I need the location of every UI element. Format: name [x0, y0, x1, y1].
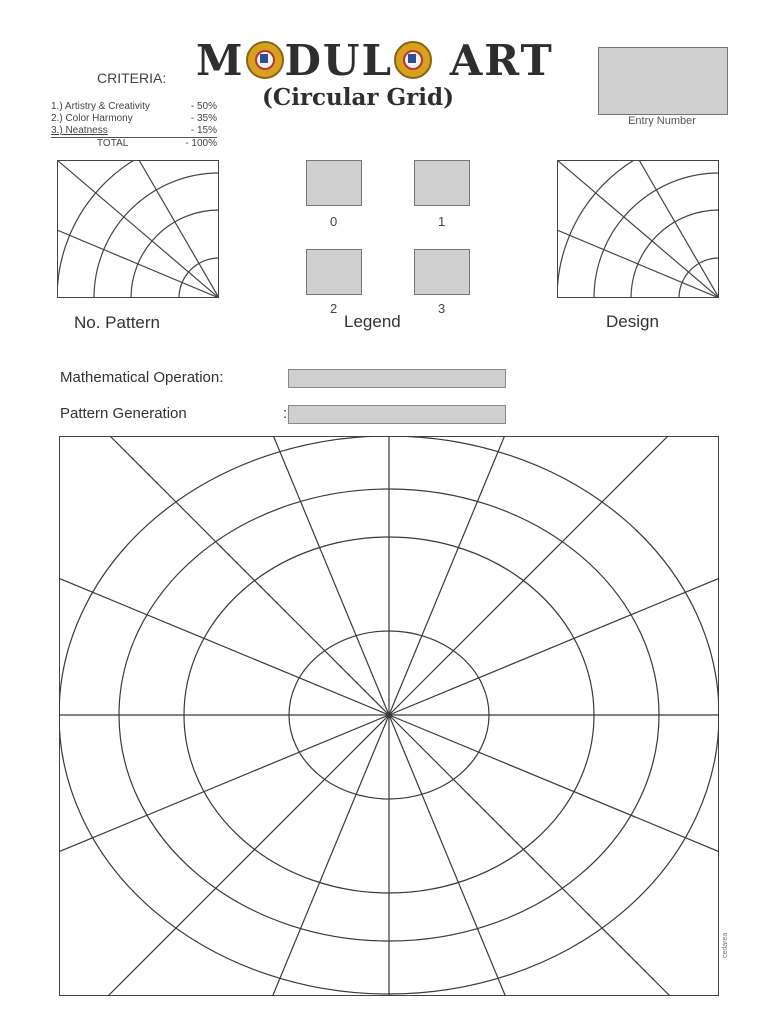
- entry-number-box[interactable]: [598, 47, 728, 115]
- grid-spoke: [389, 578, 719, 715]
- school-seal-icon: [394, 41, 432, 79]
- criteria-heading: CRITERIA:: [97, 70, 167, 86]
- title-letters-dul: DUL: [284, 36, 394, 85]
- title-word-art: ART: [449, 36, 554, 85]
- grid-spoke: [110, 436, 389, 715]
- criteria-item: [51, 113, 217, 125]
- grid-spoke: [273, 436, 389, 715]
- design-caption: Design: [606, 312, 659, 331]
- page-title: [196, 36, 586, 86]
- criteria-total-label: TOTAL: [97, 138, 129, 149]
- entry-number-label: Entry Number: [628, 115, 696, 127]
- quarter-spoke: [639, 160, 719, 298]
- legend-number: 2: [330, 301, 338, 316]
- pattern-generation-label: Pattern Generation: [60, 405, 187, 422]
- legend-swatch-0[interactable]: [306, 160, 362, 206]
- pattern-generation-colon: :: [283, 405, 288, 422]
- grid-spoke: [389, 436, 505, 715]
- criteria-item-value: - 15%: [190, 125, 217, 136]
- grid-spoke: [59, 715, 389, 852]
- criteria-total: [51, 138, 217, 150]
- grid-spoke: [389, 715, 505, 996]
- legend-number: 1: [438, 214, 446, 229]
- grid-spoke: [389, 715, 670, 996]
- quarter-spoke: [139, 160, 219, 298]
- legend-number: 0: [330, 214, 338, 229]
- criteria-list: [51, 101, 217, 150]
- grid-spoke: [389, 715, 719, 852]
- legend-number: 3: [438, 301, 446, 316]
- grid-spoke: [59, 578, 389, 715]
- quarter-spoke: [57, 160, 219, 298]
- criteria-item-value: - 50%: [190, 101, 217, 112]
- criteria-item-label: 1.) Artistry & Creativity: [51, 101, 150, 112]
- criteria-item: [51, 101, 217, 113]
- criteria-item-label: 2.) Color Harmony: [51, 113, 133, 124]
- school-seal-icon: [246, 41, 284, 79]
- no-pattern-caption: No. Pattern: [74, 313, 160, 332]
- legend-swatch-1[interactable]: [414, 160, 470, 206]
- quarter-spoke: [557, 230, 719, 298]
- mathematical-operation-label: Mathematical Operation:: [60, 369, 224, 386]
- grid-spoke: [108, 715, 389, 996]
- title-letter-m: M: [196, 36, 245, 85]
- side-mark: cedarea: [722, 932, 729, 958]
- quarter-spoke: [557, 160, 719, 298]
- criteria-total-value: - 100%: [185, 138, 217, 149]
- pattern-generation-field[interactable]: [288, 405, 506, 424]
- criteria-item-value: - 35%: [190, 113, 217, 124]
- legend-swatch-2[interactable]: [306, 249, 362, 295]
- page-subtitle: (Circular Grid): [262, 84, 454, 111]
- criteria-item-label: 3.) Neatness: [51, 125, 108, 136]
- legend-label: Legend: [344, 312, 401, 331]
- grid-spoke: [273, 715, 389, 996]
- no-pattern-grid[interactable]: [57, 160, 219, 298]
- criteria-item: [51, 125, 217, 138]
- design-grid[interactable]: [557, 160, 719, 298]
- grid-spoke: [389, 436, 668, 715]
- legend-swatch-3[interactable]: [414, 249, 470, 295]
- mathematical-operation-field[interactable]: [288, 369, 506, 388]
- quarter-spoke: [57, 230, 219, 298]
- circular-grid[interactable]: [59, 436, 719, 996]
